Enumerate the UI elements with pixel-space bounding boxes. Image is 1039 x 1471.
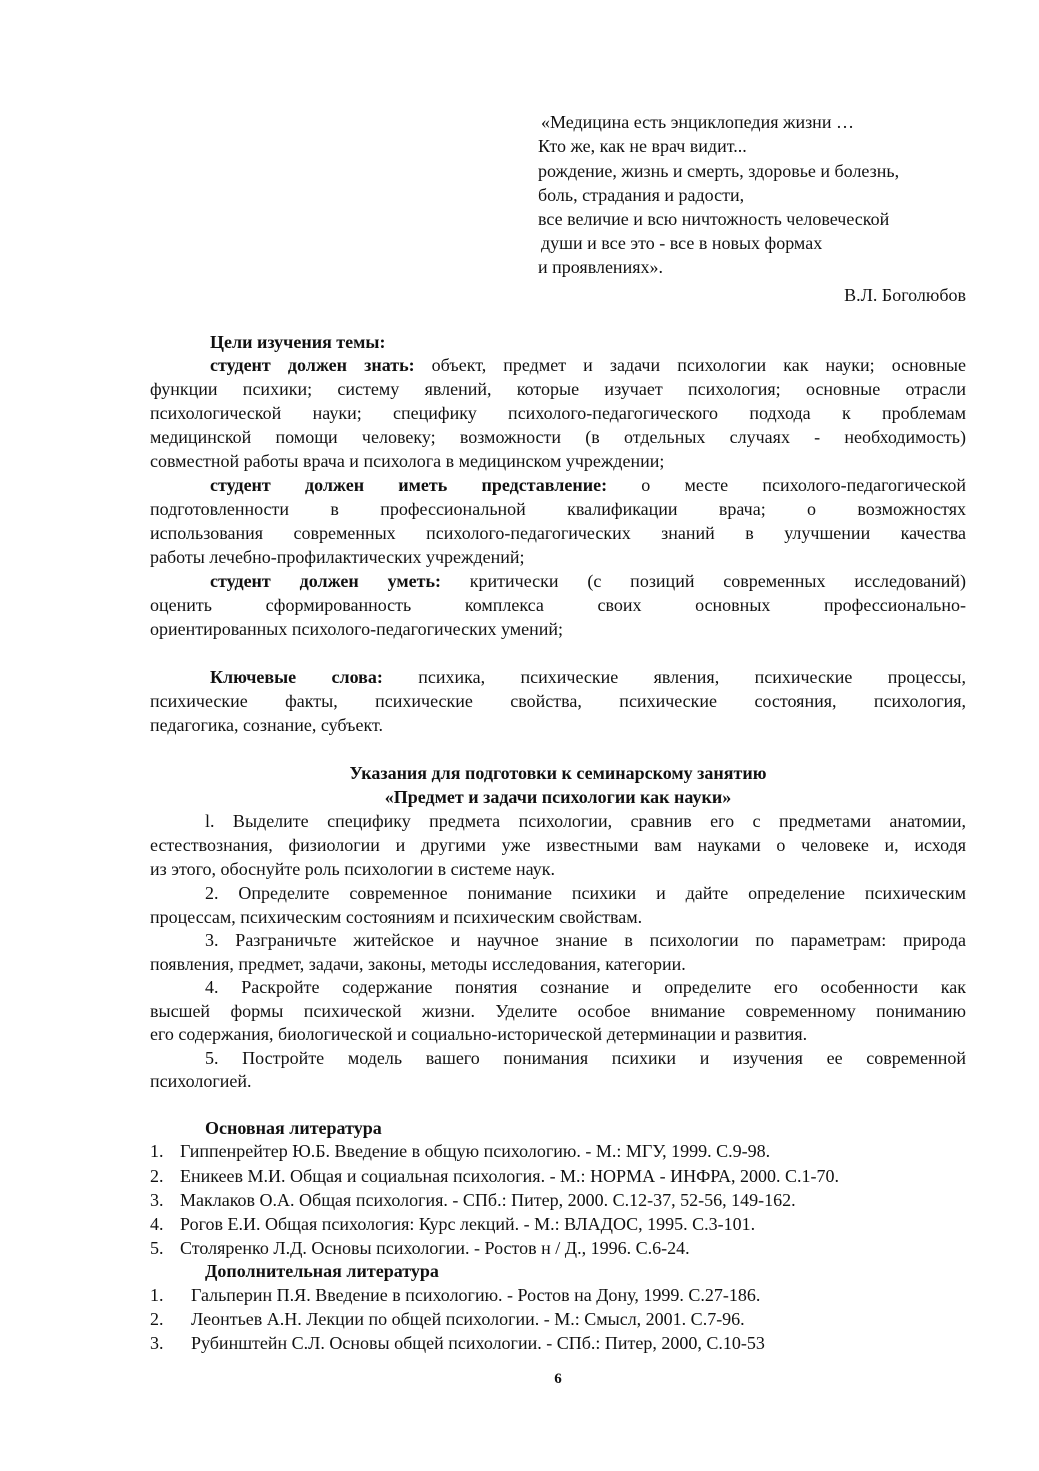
seminar-item-4: 4. Раскройте содержание понятия сознание и определите его особенности как bbox=[205, 977, 966, 997]
goals-idea-line: подготовленности в профессиональной квалификации врача; о возможностях bbox=[150, 499, 966, 519]
keywords-line bbox=[210, 665, 966, 689]
seminar-item-4: высшей формы психической жизни. Уделите особое внимание современному пониманию bbox=[150, 1001, 966, 1021]
seminar-item-5: 5. Постройте модель вашего понимания психики и изучения ее современной bbox=[205, 1048, 966, 1068]
main-lit-item bbox=[150, 1164, 839, 1188]
keywords-text: психика, психические явления, психические процессы, bbox=[382, 667, 966, 687]
goals-idea-line: использования современных психолого-педагогических знаний в улучшении качества bbox=[150, 523, 966, 543]
item-text: Гиппенрейтер Ю.Б. Введение в общую психологию. - М.: МГУ, 1999. С.9-98. bbox=[180, 1141, 771, 1161]
item-number: 3. bbox=[150, 1190, 164, 1210]
idea-text: о месте психолого-педагогической bbox=[607, 475, 967, 495]
skill-text: критически (с позиций современных исследований) bbox=[440, 571, 966, 591]
goals-idea-line: работы лечебно-профилактических учреждений; bbox=[150, 547, 525, 567]
main-lit-item bbox=[150, 1236, 690, 1260]
item-text: Еникеев М.И. Общая и социальная психология. - М.: НОРМА - ИНФРА, 2000. С.1-70. bbox=[180, 1166, 839, 1186]
epigraph-line: боль, страдания и радости, bbox=[538, 185, 745, 205]
extra-lit-item bbox=[150, 1283, 760, 1307]
seminar-item-3: появления, предмет, задачи, законы, методы исследования, категории. bbox=[150, 954, 686, 974]
item-text: Рубинштейн С.Л. Основы общей психологии. - СПб.: Питер, 2000, С.10-53 bbox=[191, 1333, 765, 1353]
item-text: Маклаков О.А. Общая психология. - СПб.: Питер, 2000. С.12-37, 52-56, 149-162. bbox=[180, 1190, 796, 1210]
epigraph-author: В.Л. Боголюбов bbox=[844, 285, 966, 305]
goals-skill-line bbox=[210, 569, 966, 593]
keywords-label: Ключевые слова: bbox=[210, 667, 383, 687]
goals-know-line bbox=[210, 353, 966, 377]
know-label: студент должен знать: bbox=[210, 355, 415, 375]
page-number: 6 bbox=[554, 1371, 562, 1387]
keywords-line: психические факты, психические свойства, психические состояния, психология, bbox=[150, 691, 966, 711]
skill-label: студент должен уметь: bbox=[210, 571, 441, 591]
seminar-item-2: 2. Определите современное понимание психики и дайте определение психическим bbox=[205, 883, 966, 903]
seminar-item-1: естествознания, физиологии и другими уже известными вам науками о человеке и, исходя bbox=[150, 835, 966, 855]
item-number: 3. bbox=[150, 1333, 164, 1353]
seminar-item-1: из этого, обоснуйте роль психологии в системе наук. bbox=[150, 859, 555, 879]
item-text: Леонтьев А.Н. Лекции по общей психологии. - М.: Смысл, 2001. С.7-96. bbox=[191, 1309, 745, 1329]
item-text: Столяренко Л.Д. Основы психологии. - Ростов н / Д., 1996. С.6-24. bbox=[180, 1238, 690, 1258]
epigraph-line: души и все это - все в новых формах bbox=[541, 233, 823, 253]
seminar-item-1: l. Выделите специфику предмета психологии, сравнив его с предметами анатомии, bbox=[205, 811, 966, 831]
item-number: 1. bbox=[150, 1141, 164, 1161]
item-text: Рогов Е.И. Общая психология: Курс лекций. - М.: ВЛАДОС, 1995. С.3-101. bbox=[180, 1214, 756, 1234]
epigraph-line: и проявлениях». bbox=[538, 257, 663, 277]
epigraph-line: «Медицина есть энциклопедия жизни … bbox=[541, 112, 854, 132]
main-lit-item bbox=[150, 1139, 770, 1163]
seminar-title: Указания для подготовки к семинарскому занятию bbox=[349, 763, 767, 783]
item-number: 2. bbox=[150, 1166, 164, 1186]
goals-know-line: совместной работы врача и психолога в медицинском учреждении; bbox=[150, 451, 665, 471]
seminar-subtitle: «Предмет и задачи психологии как науки» bbox=[384, 787, 732, 807]
seminar-item-5: психологией. bbox=[150, 1071, 252, 1091]
item-text: Гальперин П.Я. Введение в психологию. - Ростов на Дону, 1999. С.27-186. bbox=[191, 1285, 761, 1305]
item-number: 2. bbox=[150, 1309, 164, 1329]
keywords-line: педагогика, сознание, субъект. bbox=[150, 715, 383, 735]
goals-heading: Цели изучения темы: bbox=[210, 332, 386, 352]
item-number: 5. bbox=[150, 1238, 164, 1258]
item-number: 4. bbox=[150, 1214, 164, 1234]
epigraph-line: все величие и всю ничтожность человеческой bbox=[538, 209, 890, 229]
seminar-item-2: процессам, психическим состояниям и психическим свойствам. bbox=[150, 907, 643, 927]
extra-lit-heading: Дополнительная литература bbox=[205, 1261, 439, 1281]
idea-label: студент должен иметь представление: bbox=[210, 475, 608, 495]
goals-idea-line bbox=[210, 473, 966, 497]
goals-know-line: психологической науки; специфику психолого-педагогического подхода к проблемам bbox=[150, 403, 966, 423]
epigraph-line: Кто же, как не врач видит... bbox=[538, 136, 747, 156]
seminar-item-3: 3. Разграничьте житейское и научное знание в психологии по параметрам: природа bbox=[205, 930, 966, 950]
goals-skill-line: ориентированных психолого-педагогических умений; bbox=[150, 619, 563, 639]
extra-lit-item bbox=[150, 1307, 745, 1331]
seminar-item-4: его содержания, биологической и социально-исторической детерминации и развития. bbox=[150, 1024, 808, 1044]
goals-skill-line: оценить сформированность комплекса своих основных профессионально- bbox=[150, 595, 966, 615]
main-lit-heading: Основная литература bbox=[205, 1118, 382, 1138]
goals-know-line: медицинской помощи человеку; возможности (в отдельных случаях - необходимость) bbox=[150, 427, 966, 447]
know-text: объект, предмет и задачи психологии как науки; основные bbox=[414, 355, 967, 375]
main-lit-item bbox=[150, 1212, 755, 1236]
epigraph-line: рождение, жизнь и смерть, здоровье и болезнь, bbox=[538, 161, 900, 181]
main-lit-item bbox=[150, 1188, 796, 1212]
extra-lit-item bbox=[150, 1331, 765, 1355]
item-number: 1. bbox=[150, 1285, 164, 1305]
goals-know-line: функции психики; систему явлений, которые изучает психология; основные отрасли bbox=[150, 379, 966, 399]
